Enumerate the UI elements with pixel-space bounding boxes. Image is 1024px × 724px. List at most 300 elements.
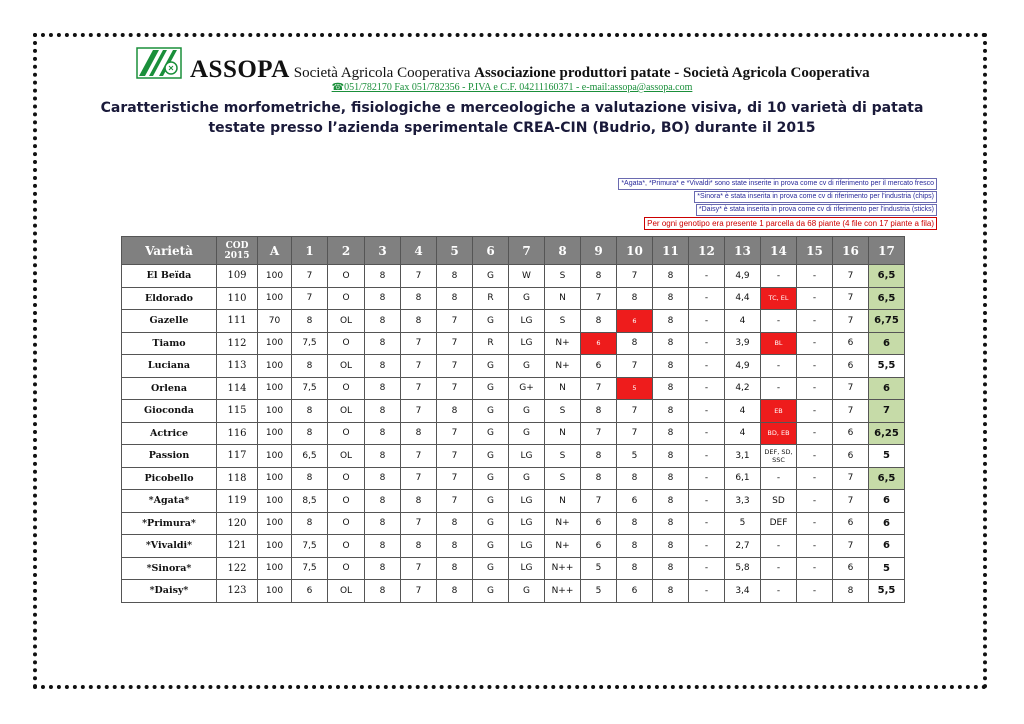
table-cell: - [797,422,833,445]
table-cell: 8 [365,355,401,378]
table-cell: G [473,422,509,445]
table-cell: - [761,377,797,400]
table-cell: - [689,332,725,355]
table-cell: 8 [653,400,689,423]
table-cell: 4,9 [725,355,761,378]
table-cell: 8 [653,422,689,445]
table-cell: 7 [401,512,437,535]
variety-code: 113 [217,355,258,378]
table-cell: 6 [833,332,869,355]
table-cell: 8 [365,287,401,310]
variety-name: *Agata* [122,490,217,513]
contact-text: ☎051/782170 Fax 051/782356 - P.IVA e C.F. 04211160371 - e-mail:assopa@assopa.com [331,82,693,93]
table-cell: 8 [365,557,401,580]
table-cell: N [545,287,581,310]
table-cell: 7 [401,355,437,378]
table-cell: 7 [581,377,617,400]
table-cell: O [328,512,365,535]
table-cell: - [797,490,833,513]
table-cell: N+ [545,332,581,355]
brand-name: ASSOPA [190,56,290,83]
table-cell: 5 [581,580,617,603]
table-cell: BL [761,332,797,355]
variety-code: 116 [217,422,258,445]
score-cell: 6 [869,377,905,400]
table-cell: 8 [365,512,401,535]
table-cell: DEF, SD, SSC [761,445,797,468]
table-cell: G [509,580,545,603]
table-cell: N++ [545,557,581,580]
table-cell: 8 [365,580,401,603]
table-cell: 8 [437,535,473,558]
table-cell: 8 [365,400,401,423]
table-cell: 6 [581,332,617,355]
table-cell: O [328,490,365,513]
variety-code: 114 [217,377,258,400]
table-cell: 8 [617,287,653,310]
table-cell: R [473,287,509,310]
table-cell: 8 [581,445,617,468]
column-header: 8 [545,237,581,265]
table-cell: - [689,287,725,310]
score-cell: 5 [869,445,905,468]
table-cell: 8 [365,332,401,355]
table-cell: 7,5 [292,332,328,355]
table-cell: - [689,422,725,445]
table-cell: N [545,377,581,400]
table-cell: 6 [581,535,617,558]
variety-code: 118 [217,467,258,490]
column-header: 4 [401,237,437,265]
table-cell: G [509,467,545,490]
table-cell: 7 [437,377,473,400]
column-header: 12 [689,237,725,265]
table-cell: 100 [258,377,292,400]
table-cell: 100 [258,580,292,603]
table-cell: G [473,580,509,603]
table-cell: O [328,422,365,445]
variety-name: Eldorado [122,287,217,310]
table-cell: 7 [437,355,473,378]
table-cell: - [797,377,833,400]
table-cell: 8 [292,512,328,535]
table-row [122,422,905,445]
table-cell: N [545,422,581,445]
table-cell: N+ [545,535,581,558]
table-cell: G [473,355,509,378]
table-cell: 7 [581,422,617,445]
variety-code: 110 [217,287,258,310]
table-cell: OL [328,580,365,603]
table-cell: LG [509,332,545,355]
variety-name: Actrice [122,422,217,445]
column-header: 17 [869,237,905,265]
table-cell: 7,5 [292,557,328,580]
table-cell: 8 [437,287,473,310]
variety-code: 117 [217,445,258,468]
variety-name: Passion [122,445,217,468]
table-cell: R [473,332,509,355]
table-row [122,265,905,288]
title-line-1: Caratteristiche morfometriche, fisiologiche e merceologiche a valutazione visiva, di 10 varietà di patata [100,100,924,116]
table-cell: 6 [833,445,869,468]
table-cell: O [328,265,365,288]
table-cell: 100 [258,332,292,355]
table-cell: - [761,310,797,333]
table-cell: - [797,265,833,288]
table-cell: 6 [833,422,869,445]
table-cell: 6 [833,557,869,580]
table-cell: 7 [437,467,473,490]
variety-table [121,236,905,603]
table-cell: O [328,332,365,355]
table-cell: - [797,580,833,603]
table-cell: 7 [581,490,617,513]
column-header: 15 [797,237,833,265]
table-cell: 8 [653,512,689,535]
column-header: 11 [653,237,689,265]
table-cell: 7 [292,265,328,288]
table-cell: - [689,512,725,535]
table-cell: 6 [833,512,869,535]
table-cell: - [689,377,725,400]
table-cell: OL [328,445,365,468]
table-cell: 7 [437,445,473,468]
table-cell: 6,1 [725,467,761,490]
table-cell: 7 [833,377,869,400]
column-header: Varietà [122,237,217,265]
table-row [122,377,905,400]
table-cell: 6 [617,310,653,333]
table-cell: - [689,310,725,333]
table-cell: 100 [258,490,292,513]
table-cell: 8 [653,265,689,288]
table-cell: 70 [258,310,292,333]
table-cell: N+ [545,512,581,535]
table-cell: 8 [437,580,473,603]
table-cell: 7 [617,265,653,288]
table-cell: G [473,265,509,288]
table-row [122,490,905,513]
table-cell: 8 [617,467,653,490]
score-cell: 5,5 [869,580,905,603]
table-cell: G [473,310,509,333]
table-cell: 8 [617,512,653,535]
title-line-2: testate presso l’azienda sperimentale CREA-CIN (Budrio, BO) durante il 2015 [208,120,816,136]
table-cell: - [761,467,797,490]
table-cell: O [328,377,365,400]
table-cell: G [473,535,509,558]
table-cell: O [328,535,365,558]
table-row [122,332,905,355]
table-cell: G [473,400,509,423]
company-header [190,56,870,84]
table-cell: - [689,467,725,490]
score-cell: 5,5 [869,355,905,378]
table-cell: S [545,400,581,423]
brand-subtitle [294,65,870,81]
table-cell: 7 [833,490,869,513]
note-chips: *Sinora* è stata inserita in prova come cv di riferimento per l'industria (chips) [694,191,937,203]
table-cell: 6 [581,512,617,535]
column-header: 1 [292,237,328,265]
table-cell: - [797,467,833,490]
score-cell: 6,5 [869,287,905,310]
table-cell: 8 [617,332,653,355]
table-cell: 8 [292,400,328,423]
variety-name: *Primura* [122,512,217,535]
table-cell: 8 [653,355,689,378]
table-cell: 8 [581,400,617,423]
table-cell: 7 [401,580,437,603]
table-cell: 7 [401,557,437,580]
variety-name: *Daisy* [122,580,217,603]
column-header: 16 [833,237,869,265]
score-cell: 6,75 [869,310,905,333]
score-cell: 6 [869,535,905,558]
table-cell: 7 [617,355,653,378]
table-cell: 7 [437,490,473,513]
table-cell: 5 [617,377,653,400]
column-header: 6 [473,237,509,265]
table-cell: 6 [617,580,653,603]
table-cell: 8 [581,265,617,288]
table-cell: 8 [292,310,328,333]
table-cell: - [797,287,833,310]
note-plot-size: Per ogni genotipo era presente 1 parcella da 68 piante (4 file con 17 piante a fila) [644,217,937,230]
table-cell: 8 [365,467,401,490]
table-cell: 100 [258,535,292,558]
table-row [122,557,905,580]
variety-name: Picobello [122,467,217,490]
table-cell: 3,3 [725,490,761,513]
variety-code: 122 [217,557,258,580]
table-cell: - [797,355,833,378]
table-cell: N [545,490,581,513]
table-cell: G [473,377,509,400]
table-cell: 8 [653,287,689,310]
variety-code: 119 [217,490,258,513]
table-cell: 7 [833,467,869,490]
table-cell: - [761,580,797,603]
table-cell: 7 [833,287,869,310]
table-cell: - [689,265,725,288]
table-cell: - [689,400,725,423]
table-cell: S [545,467,581,490]
table-cell: 8 [437,512,473,535]
variety-name: El Beïda [122,265,217,288]
table-cell: G [509,355,545,378]
table-row [122,400,905,423]
table-cell: 4,2 [725,377,761,400]
table-cell: O [328,467,365,490]
table-cell: G [473,467,509,490]
table-cell: 8 [653,310,689,333]
column-header: 2 [328,237,365,265]
table-cell: TC, EL [761,287,797,310]
table-row [122,310,905,333]
table-cell: N+ [545,355,581,378]
document-title [0,98,1024,138]
variety-code: 121 [217,535,258,558]
table-row [122,445,905,468]
table-header-row [122,237,905,265]
table-cell: 6 [292,580,328,603]
table-cell: G [473,490,509,513]
table-cell: 3,9 [725,332,761,355]
variety-name: Gazelle [122,310,217,333]
table-cell: N++ [545,580,581,603]
table-row [122,580,905,603]
table-cell: - [797,310,833,333]
table-cell: - [761,265,797,288]
table-cell: 7 [401,445,437,468]
table-cell: 4,9 [725,265,761,288]
score-cell: 6 [869,332,905,355]
assopa-logo-icon [135,46,185,80]
score-cell: 6,25 [869,422,905,445]
table-cell: 7 [437,332,473,355]
score-cell: 6,5 [869,467,905,490]
table-cell: 4 [725,400,761,423]
table-cell: 100 [258,422,292,445]
table-cell: 4 [725,422,761,445]
table-cell: S [545,445,581,468]
table-cell: 8 [653,332,689,355]
table-cell: - [689,445,725,468]
table-cell: 7 [437,310,473,333]
table-cell: 7,5 [292,377,328,400]
table-cell: 7 [617,400,653,423]
variety-name: *Vivaldi* [122,535,217,558]
table-cell: LG [509,512,545,535]
table-cell: 7 [581,287,617,310]
table-cell: 8 [401,490,437,513]
table-cell: 8 [292,422,328,445]
table-cell: 8 [365,377,401,400]
column-header: 3 [365,237,401,265]
table-row [122,355,905,378]
variety-code: 120 [217,512,258,535]
table-cell: OL [328,400,365,423]
table-cell: OL [328,310,365,333]
table-cell: - [689,490,725,513]
score-cell: 5 [869,557,905,580]
variety-code: 109 [217,265,258,288]
table-cell: 8 [653,580,689,603]
table-cell: 7 [833,265,869,288]
table-cell: - [797,557,833,580]
table-cell: 100 [258,445,292,468]
table-cell: 3,1 [725,445,761,468]
table-cell: 6 [617,490,653,513]
table-cell: LG [509,557,545,580]
table-cell: 4,4 [725,287,761,310]
column-header: 7 [509,237,545,265]
variety-code: 115 [217,400,258,423]
table-cell: S [545,310,581,333]
table-cell: 6,5 [292,445,328,468]
table-cell: - [689,535,725,558]
column-header: 13 [725,237,761,265]
table-cell: 2,7 [725,535,761,558]
table-cell: 7 [401,265,437,288]
variety-name: Orlena [122,377,217,400]
table-cell: 8 [617,535,653,558]
table-cell: 8 [365,265,401,288]
note-fresh-market: *Agata*, *Primura* e *Vivaldi* sono state inserite in prova come cv di riferimento per il mercato fresco [618,178,937,190]
table-cell: G+ [509,377,545,400]
notes-block [618,178,937,231]
column-header: 14 [761,237,797,265]
table-cell: 8 [617,557,653,580]
table-cell: 8 [365,535,401,558]
table-cell: 8,5 [292,490,328,513]
table-cell: 7 [292,287,328,310]
table-cell: 8 [653,445,689,468]
table-cell: - [797,512,833,535]
table-cell: 8 [401,287,437,310]
table-cell: G [509,422,545,445]
table-cell: - [761,535,797,558]
table-cell: 7,5 [292,535,328,558]
table-cell: 7 [833,535,869,558]
table-cell: 7 [401,332,437,355]
table-cell: 7 [401,400,437,423]
table-cell: G [509,400,545,423]
table-cell: LG [509,535,545,558]
column-header: COD 2015 [217,237,258,265]
table-cell: 8 [365,310,401,333]
contact-line [0,82,1024,93]
table-cell: G [473,445,509,468]
table-cell: 100 [258,467,292,490]
table-row [122,467,905,490]
table-cell: 100 [258,400,292,423]
table-cell: 3,4 [725,580,761,603]
table-cell: G [473,512,509,535]
table-cell: 5,8 [725,557,761,580]
table-cell: 8 [292,355,328,378]
table-cell: 8 [401,310,437,333]
note-sticks: *Daisy* è stata inserita in prova come cv di riferimento per l'industria (sticks) [696,204,937,216]
table-cell: - [797,445,833,468]
table-cell: 7 [401,377,437,400]
table-body [122,265,905,603]
table-cell: - [689,580,725,603]
table-cell: - [797,535,833,558]
table-cell: EB [761,400,797,423]
table-cell: 8 [653,490,689,513]
variety-name: *Sinora* [122,557,217,580]
variety-name: Gioconda [122,400,217,423]
score-cell: 6,5 [869,265,905,288]
table-cell: LG [509,445,545,468]
table-cell: 8 [581,310,617,333]
table-cell: - [797,400,833,423]
table-cell: G [509,287,545,310]
table-cell: 5 [725,512,761,535]
table-cell: 7 [833,310,869,333]
column-header: 5 [437,237,473,265]
table-cell: LG [509,490,545,513]
table-cell: 8 [653,557,689,580]
table-cell: 5 [617,445,653,468]
table-cell: 100 [258,512,292,535]
table-cell: 8 [653,535,689,558]
table-cell: - [689,557,725,580]
column-header: 9 [581,237,617,265]
